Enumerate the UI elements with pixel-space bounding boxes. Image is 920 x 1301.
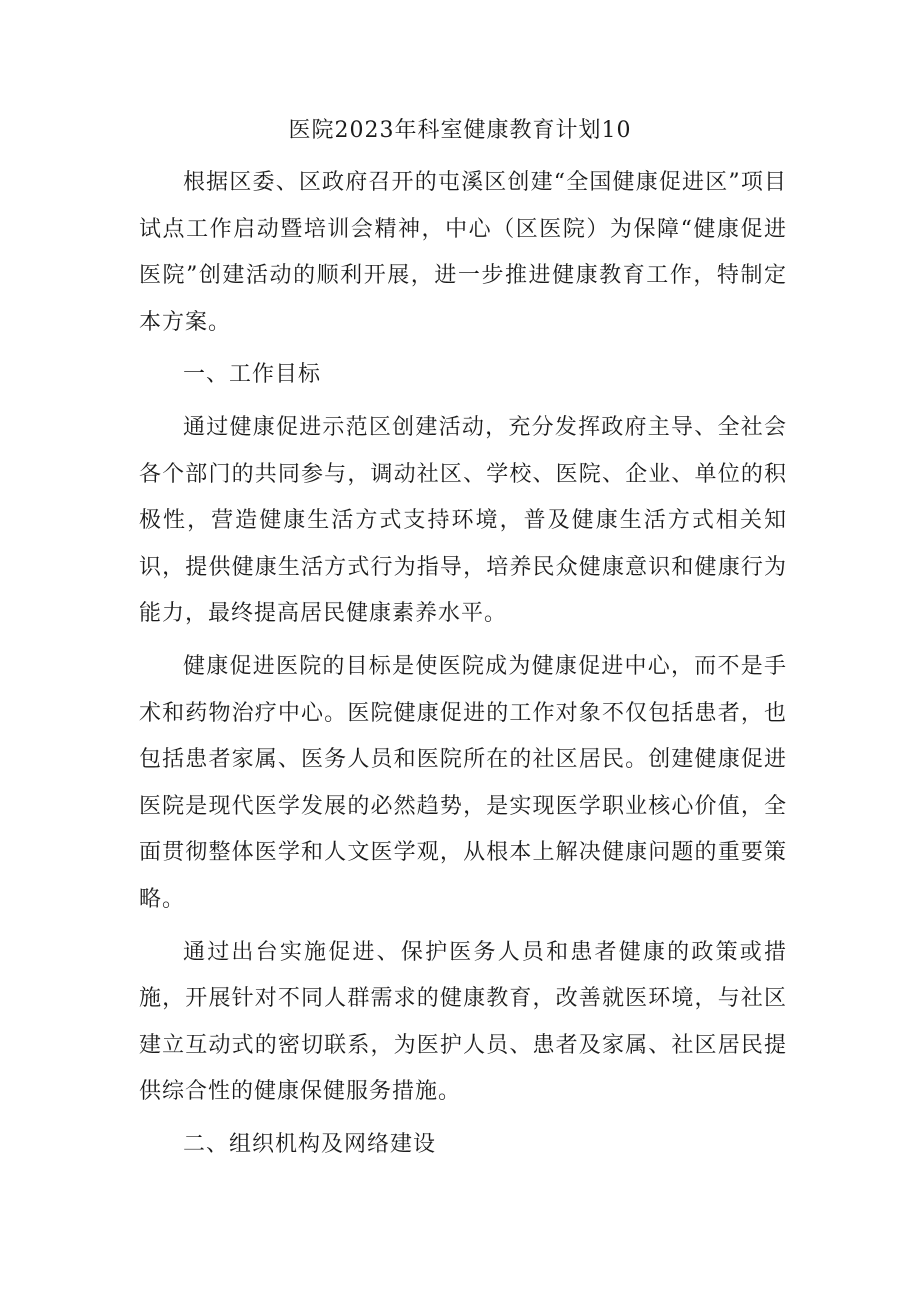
goals-paragraph-3: 通过出台实施促进、保护医务人员和患者健康的政策或措施，开展针对不同人群需求的健康教育，改善就医环境，与社区建立互动式的密切联系，为医护人员、患者及家属、社区居民提供综合性的健康保健服务措施。: [139, 939, 787, 1105]
document-body: [139, 160, 787, 1168]
goals-paragraph-2: 健康促进医院的目标是使医院成为健康促进中心，而不是手术和药物治疗中心。医院健康促进的工作对象不仅包括患者，也包括患者家属、医务人员和医院所在的社区居民。创建健康促进医院是现代医学发展的必然趋势，是实现医学职业核心价值，全面贯彻整体医学和人文医学观，从根本上解决健康问题的重要策略。: [139, 653, 787, 912]
document-title: 医院2023年科室健康教育计划10: [288, 118, 632, 143]
goals-paragraph-1: 通过健康促进示范区创建活动，充分发挥政府主导、全社会各个部门的共同参与，调动社区、学校、医院、企业、单位的积极性，营造健康生活方式支持环境，普及健康生活方式相关知识，提供健康生活方式行为指导，培养民众健康意识和健康行为能力，最终提高居民健康素养水平。: [139, 414, 787, 627]
section-heading-goals: 一、工作目标: [183, 362, 322, 388]
intro-paragraph: 根据区委、区政府召开的屯溪区创建“全国健康促进区”项目试点工作启动暨培训会精神，中心（区医院）为保障“健康促进医院”创建活动的顺利开展，进一步推进健康教育工作，特制定本方案。: [139, 170, 787, 335]
section-heading-organization: 二、组织机构及网络建设: [183, 1131, 437, 1157]
